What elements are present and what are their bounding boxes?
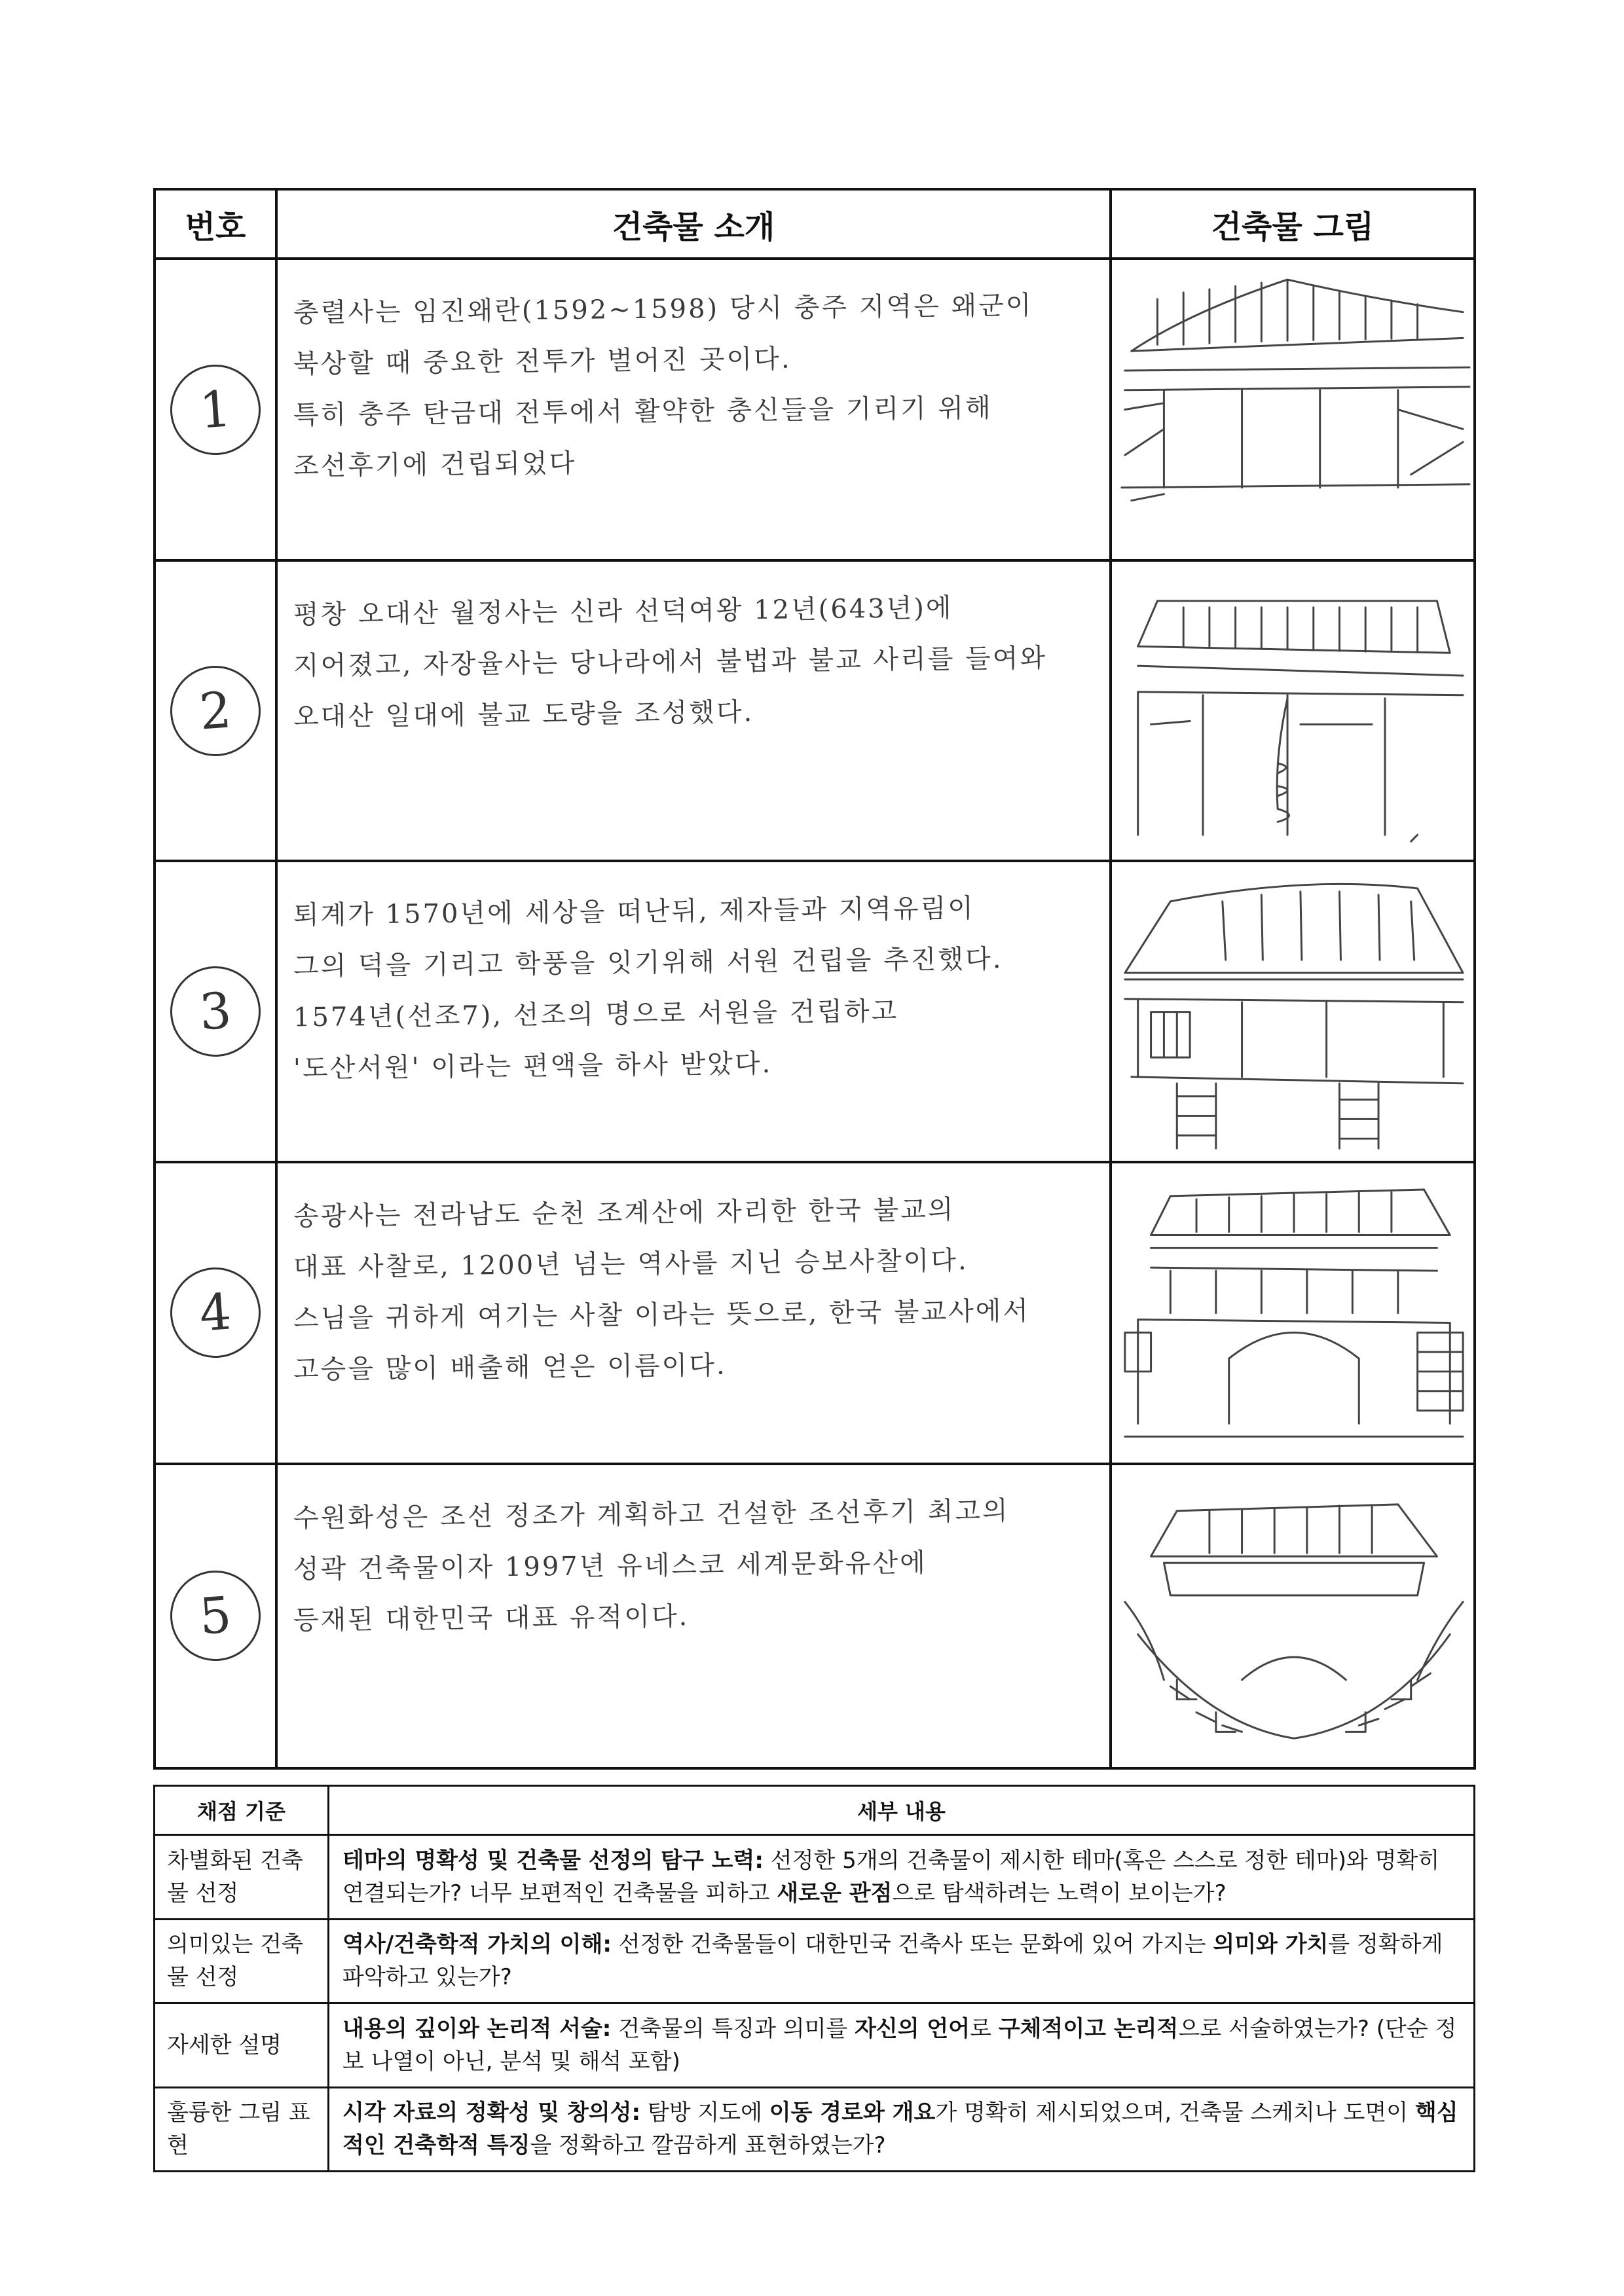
temple-sketch-icon: [1112, 1163, 1473, 1463]
table-row: [155, 560, 1475, 861]
drawing-header: 건축물 그림: [1111, 189, 1475, 259]
intro-line: 1574년(선조7), 선조의 명으로 서원을 건립하고: [293, 996, 899, 1033]
gate-sketch-icon: [1112, 260, 1473, 559]
intro-line: 북상할 때 중요한 전투가 벌어진 곳이다.: [293, 344, 792, 380]
detail-text: 가 명확히 제시되었으며, 건축물 스케치나 도면이: [935, 2100, 1415, 2126]
number-header: 번호: [155, 189, 276, 259]
intro-cell: [276, 1162, 1111, 1464]
intro-header: 건축물 소개: [276, 189, 1111, 259]
sketch-cell: [1111, 1162, 1475, 1464]
detail-text: 으로 탐색하려는 노력이 보이는가?: [892, 1880, 1227, 1906]
intro-line: 스님을 귀하게 여기는 사찰 이라는 뜻으로, 한국 불교사에서: [293, 1296, 1031, 1334]
detail-emphasis: 이동 경로와 개요: [769, 2100, 936, 2126]
rubric-table: [153, 1785, 1475, 2172]
intro-line: 특히 충주 탄금대 전투에서 활약한 충신들을 기리기 위해: [293, 393, 993, 431]
temple-gate-sketch-icon: [1112, 562, 1473, 860]
row-number-circle: 1: [167, 361, 263, 458]
sketch-cell: [1111, 259, 1475, 560]
detail-text: 건축물의 특징과 의미를: [611, 2015, 855, 2042]
intro-line: 조선후기에 건립되었다: [293, 448, 577, 482]
rubric-row: [155, 1919, 1475, 2003]
rubric-row: [155, 2003, 1475, 2088]
fortress-sketch-icon: [1112, 1465, 1473, 1767]
row-number-circle: 3: [167, 963, 263, 1059]
detail-emphasis: 역사/건축학적 가치의 이해:: [342, 1931, 612, 1958]
detail-cell: [329, 2087, 1475, 2172]
details-header: 세부 내용: [329, 1786, 1475, 1835]
sketch-cell: [1111, 1464, 1475, 1768]
row-number-cell: [155, 560, 276, 861]
criteria-cell: 의미있는 건축물 선정: [155, 1919, 329, 2003]
intro-cell: [276, 1464, 1111, 1768]
detail-text: 로: [970, 2015, 999, 2042]
building-table: [153, 188, 1476, 1770]
detail-text: 을 정확하고 깔끔하게 표현하였는가?: [530, 2132, 886, 2159]
row-number-circle: 4: [167, 1265, 263, 1361]
detail-cell: [329, 2003, 1475, 2088]
intro-cell: [276, 861, 1111, 1161]
intro-line: 오대산 일대에 불교 도량을 조성했다.: [293, 697, 754, 733]
detail-text: 탐방 지도에: [640, 2100, 769, 2126]
table-row: [155, 259, 1475, 560]
sketch-cell: [1111, 560, 1475, 861]
row-number-cell: [155, 861, 276, 1161]
intro-line: 고승을 많이 배출해 얻은 이름이다.: [293, 1350, 727, 1385]
detail-emphasis: 시각 자료의 정확성 및 창의성:: [342, 2100, 641, 2126]
intro-line: 그의 덕을 기리고 학풍을 잇기위해 서원 건립을 추진했다.: [293, 944, 1003, 982]
row-number-circle: 2: [167, 663, 263, 759]
table-row: [155, 861, 1475, 1161]
intro-line: 지어졌고, 자장율사는 당나라에서 불법과 불교 사리를 들여와: [293, 643, 1048, 682]
detail-emphasis: 구체적이고 논리적: [998, 2015, 1179, 2042]
row-number-circle: 5: [167, 1568, 263, 1664]
intro-line: 평창 오대산 월정사는 신라 선덕여왕 12년(643년)에: [293, 593, 953, 630]
detail-text: 선정한 건축물들이 대한민국 건축사 또는 문화에 있어 가지는: [611, 1931, 1213, 1958]
table-row: [155, 1162, 1475, 1464]
criteria-cell: 훌륭한 그림 표현: [155, 2087, 329, 2172]
intro-line: 성곽 건축물이자 1997년 유네스코 세계문화유산에: [293, 1548, 928, 1585]
detail-cell: [329, 1919, 1475, 2003]
intro-line: 대표 사찰로, 1200년 넘는 역사를 지닌 승보사찰이다.: [293, 1245, 969, 1283]
row-number-cell: [155, 1464, 276, 1768]
criteria-header: 채점 기준: [155, 1786, 329, 1835]
sketch-cell: [1111, 861, 1475, 1161]
rubric-row: [155, 2087, 1475, 2172]
detail-emphasis: 새로운 관점: [777, 1880, 893, 1906]
intro-line: 송광사는 전라남도 순천 조계산에 자리한 한국 불교의: [293, 1194, 955, 1231]
intro-line: 등재된 대한민국 대표 유적이다.: [293, 1601, 690, 1636]
detail-emphasis: 핵심적인 건축학적 특징: [342, 2100, 1458, 2159]
intro-cell: [276, 259, 1111, 560]
intro-cell: [276, 560, 1111, 861]
intro-line: 수원화성은 조선 정조가 계획하고 건설한 조선후기 최고의: [293, 1495, 1010, 1534]
intro-line: '도산서원' 이라는 편액을 하사 받았다.: [293, 1049, 773, 1084]
detail-text: 를 정확하게 파악하고 있는가?: [342, 1931, 1443, 1991]
row-number-cell: [155, 1162, 276, 1464]
detail-emphasis: 내용의 깊이와 논리적 서술:: [342, 2015, 612, 2042]
rubric-row: [155, 1835, 1475, 1920]
criteria-cell: 자세한 설명: [155, 2003, 329, 2088]
criteria-cell: 차별화된 건축물 선정: [155, 1835, 329, 1920]
detail-emphasis: 자신의 언어: [855, 2015, 970, 2042]
detail-text: 선정한 5개의 건축물이 제시한 테마(혹은 스스로 정한 테마)와 명확히 연결되는가? 너무 보편적인 건축물을 피하고: [342, 1847, 1440, 1906]
intro-line: 퇴계가 1570년에 세상을 떠난뒤, 제자들과 지역유림이: [293, 893, 976, 931]
detail-text: 으로 서술하였는가? (단순 정보 나열이 아닌, 분석 및 해석 포함): [342, 2015, 1457, 2075]
row-number-cell: [155, 259, 276, 560]
seowon-sketch-icon: [1112, 862, 1473, 1160]
rubric-header-row: [155, 1786, 1475, 1835]
table-row: [155, 1464, 1475, 1768]
intro-line: 충렬사는 임진왜란(1592~1598) 당시 충주 지역은 왜군이: [293, 290, 1033, 329]
detail-emphasis: 의미와 가치: [1213, 1931, 1329, 1958]
detail-cell: [329, 1835, 1475, 1920]
building-table-header: [155, 189, 1475, 259]
detail-emphasis: 테마의 명확성 및 건축물 선정의 탐구 노력:: [342, 1847, 764, 1874]
